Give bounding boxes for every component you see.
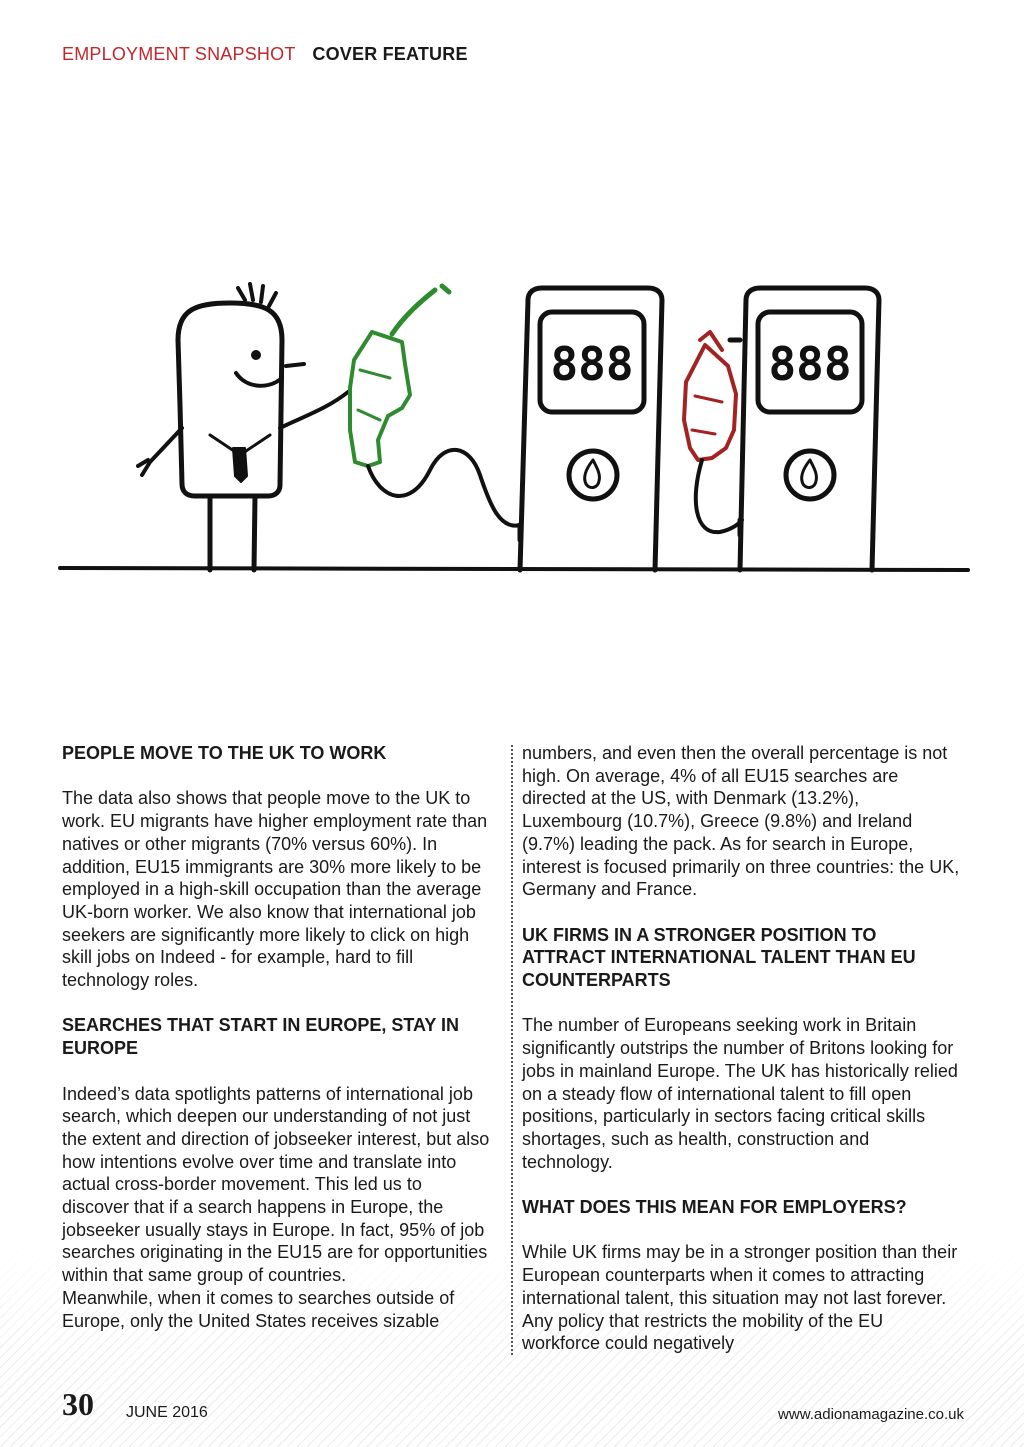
left-fuel-pump bbox=[520, 288, 662, 570]
red-hose bbox=[696, 460, 742, 532]
paragraph: numbers, and even then the overall percentage is not high. On average, 4% of all EU15 searches are directed at the US, with Denmark (13.2%), Luxembourg (10.7%), Greece (9.8%) and Ireland (9.7%) leading the pack. As for search in Europe, interest is focused primarily on three countries: the UK, Germany and France. bbox=[522, 743, 960, 900]
green-hose bbox=[368, 450, 520, 526]
right-pump-display: 888 bbox=[768, 337, 852, 391]
green-fuel-nozzle bbox=[350, 286, 449, 466]
page-number: 30 bbox=[62, 1386, 94, 1422]
left-pump-display: 888 bbox=[550, 337, 634, 391]
heading-people-move: PEOPLE MOVE TO THE UK TO WORK bbox=[62, 743, 387, 763]
paragraph: The number of Europeans seeking work in Britain significantly outstrips the number of Britons looking for jobs in mainland Europe. The UK has historically relied on a steady flow of international talent to fill open positions, particularly in sectors facing critical skills shortages, such as health, construction and technology. bbox=[522, 1015, 958, 1172]
paragraph: While UK firms may be in a stronger position than their European counterparts when it comes to attracting international talent, this situation may not last forever. Any policy that restricts the mobility of the EU workforce could negatively bbox=[522, 1242, 958, 1354]
man-figure bbox=[138, 284, 348, 570]
fuel-pump-illustration bbox=[50, 270, 980, 590]
left-column bbox=[62, 742, 492, 1332]
column-divider bbox=[511, 745, 513, 1355]
red-fuel-nozzle bbox=[684, 332, 736, 460]
right-column bbox=[522, 742, 962, 1355]
right-fuel-pump bbox=[730, 288, 879, 570]
heading-employers: WHAT DOES THIS MEAN FOR EMPLOYERS? bbox=[522, 1197, 907, 1218]
page-footer bbox=[62, 1386, 964, 1430]
page-header bbox=[62, 44, 468, 65]
paragraph: Meanwhile, when it comes to searches outside of Europe, only the United States receives sizable bbox=[62, 1287, 455, 1331]
paragraph: The data also shows that people move to the UK to work. EU migrants have higher employment rate than natives or other migrants (70% versus 60%). In addition, EU15 immigrants are 30% more likely to be employed in a high-skill occupation than the average UK-born worker. We also know that international job seekers are significantly more likely to click on high skill jobs on Indeed - for example, hard to fill technology roles. bbox=[62, 788, 488, 991]
issue-date: JUNE 2016 bbox=[126, 1404, 208, 1421]
ground-line bbox=[60, 568, 968, 570]
heading-uk-firms: UK FIRMS IN A STRONGER POSITION TO ATTRACT INTERNATIONAL TALENT THAN EU COUNTERPARTS bbox=[522, 924, 916, 991]
paragraph: Indeed’s data spotlights patterns of international job search, which deepen our understanding of not just the extent and direction of jobseeker interest, but also how intentions evolve over time and translate into actual cross-border movement. This led us to discover that if a search happens in Europe, the jobseeker usually stays in Europe. In fact, 95% of job searches originating in the EU15 are for opportunities within that same group of countries. bbox=[62, 1083, 490, 1286]
website-link[interactable]: www.adionamagazine.co.uk bbox=[778, 1406, 964, 1423]
feature-label: COVER FEATURE bbox=[312, 44, 468, 64]
section-label: EMPLOYMENT SNAPSHOT bbox=[62, 44, 296, 64]
heading-searches-europe: SEARCHES THAT START IN EUROPE, STAY IN EUROPE bbox=[62, 1015, 460, 1059]
